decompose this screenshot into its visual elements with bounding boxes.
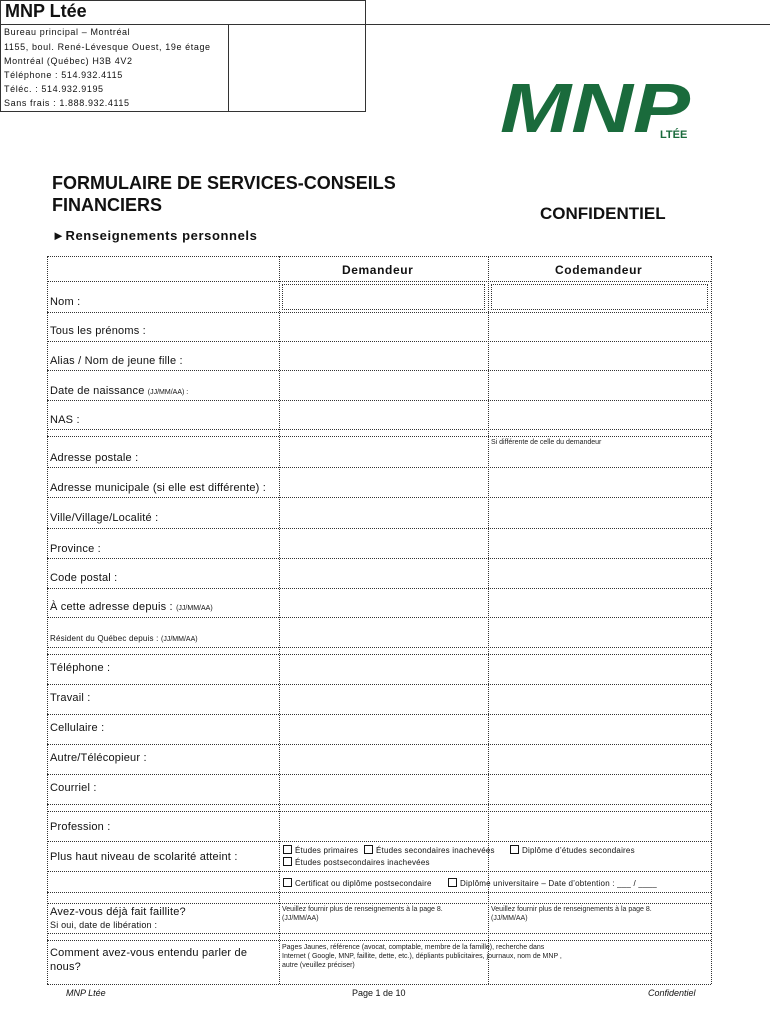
- checkbox[interactable]: [283, 857, 292, 866]
- option-primaires[interactable]: Études primaires: [283, 845, 358, 855]
- option-diplome-universitaire[interactable]: Diplôme universitaire – Date d’obtention : ___ / ____: [448, 878, 657, 888]
- logo-text: MNP: [500, 80, 691, 140]
- faillite-note-applicant: Veuillez fournir plus de renseignements à la page 8. (JJ/MM/AA): [282, 906, 443, 922]
- checkbox[interactable]: [448, 878, 457, 887]
- option-postsecondaires-inachevees[interactable]: Études postsecondaires inachevées: [283, 857, 430, 867]
- header-divider: [228, 24, 229, 111]
- form-title: FORMULAIRE DE SERVICES-CONSEILS FINANCIERS: [52, 173, 396, 215]
- coapplicant-nom-field[interactable]: [491, 284, 708, 310]
- column-coapplicant: Codemandeur: [555, 263, 643, 277]
- label-telecopieur: Autre/Télécopieur :: [50, 752, 147, 764]
- label-resident: Résident du Québec depuis : (JJ/MM/AA): [50, 634, 198, 643]
- label-courriel: Courriel :: [50, 782, 97, 794]
- label-profession: Profession :: [50, 821, 111, 833]
- label-nas: NAS :: [50, 414, 80, 426]
- label-telephone: Téléphone :: [50, 662, 111, 674]
- company-name: MNP Ltée: [5, 1, 87, 21]
- label-entendu: Comment avez-vous entendu parler de nous?: [50, 947, 248, 973]
- mnp-logo: [500, 80, 696, 145]
- confidential-label: CONFIDENTIEL: [540, 204, 666, 223]
- label-adresse-postale: Adresse postale :: [50, 452, 139, 464]
- label-adresse-municipale: Adresse municipale (si elle est différente) :: [50, 482, 267, 494]
- address-line: Téléc. : 514.932.9195: [4, 84, 104, 94]
- footer-company: MNP Ltée: [66, 988, 106, 998]
- checkbox[interactable]: [283, 845, 292, 854]
- option-certificat[interactable]: Certificat ou diplôme postsecondaire: [283, 878, 432, 888]
- label-nom: Nom :: [50, 296, 81, 308]
- label-province: Province :: [50, 543, 101, 555]
- section-heading: ►Renseignements personnels: [52, 228, 258, 243]
- label-naissance: Date de naissance (JJ/MM/AA) :: [50, 385, 189, 397]
- address-line: 1155, boul. René-Lévesque Ouest, 19e étage: [4, 42, 211, 52]
- checkbox[interactable]: [364, 845, 373, 854]
- faillite-note-coapplicant: Veuillez fournir plus de renseignements à la page 8. (JJ/MM/AA): [491, 906, 652, 922]
- label-ville: Ville/Village/Localité :: [50, 512, 159, 524]
- entendu-note: Pages Jaunes, référence (avocat, comptable, membre de la famille), recherche dans Internet ( Google, MNP, faillite, dette, etc.), dépliants publicitaires, journaux, nom de MNP , autre (veuillez préciser): [282, 944, 562, 969]
- option-diplome-secondaires[interactable]: Diplôme d’études secondaires: [510, 845, 635, 855]
- address-line: Montréal (Québec) H3B 4V2: [4, 56, 133, 66]
- label-scolarite: Plus haut niveau de scolarité atteint :: [50, 851, 238, 863]
- checkbox[interactable]: [510, 845, 519, 854]
- checkbox[interactable]: [283, 878, 292, 887]
- label-cellulaire: Cellulaire :: [50, 722, 105, 734]
- label-alias: Alias / Nom de jeune fille :: [50, 355, 183, 367]
- label-faillite-sub: Si oui, date de libération :: [50, 920, 158, 930]
- label-travail: Travail :: [50, 692, 91, 704]
- address-line: Téléphone : 514.932.4115: [4, 70, 123, 80]
- address-box: [0, 0, 366, 112]
- label-prenoms: Tous les prénoms :: [50, 325, 146, 337]
- footer-page: Page 1 de 10: [352, 988, 406, 998]
- column-applicant: Demandeur: [342, 263, 414, 277]
- footer-confidential: Confidentiel: [648, 988, 696, 998]
- label-depuis: À cette adresse depuis : (JJ/MM/AA): [50, 601, 213, 613]
- logo-sub: LTÉE: [660, 129, 688, 140]
- address-note: Si différente de celle du demandeur: [491, 439, 602, 446]
- address-line: Sans frais : 1.888.932.4115: [4, 98, 130, 108]
- company-title-row: [0, 0, 770, 25]
- address-line: Bureau principal – Montréal: [4, 27, 131, 37]
- label-code-postal: Code postal :: [50, 572, 118, 584]
- option-secondaires-inachevees[interactable]: Études secondaires inachevées: [364, 845, 495, 855]
- label-faillite: Avez-vous déjà fait faillite?: [50, 906, 186, 918]
- applicant-nom-field[interactable]: [282, 284, 485, 310]
